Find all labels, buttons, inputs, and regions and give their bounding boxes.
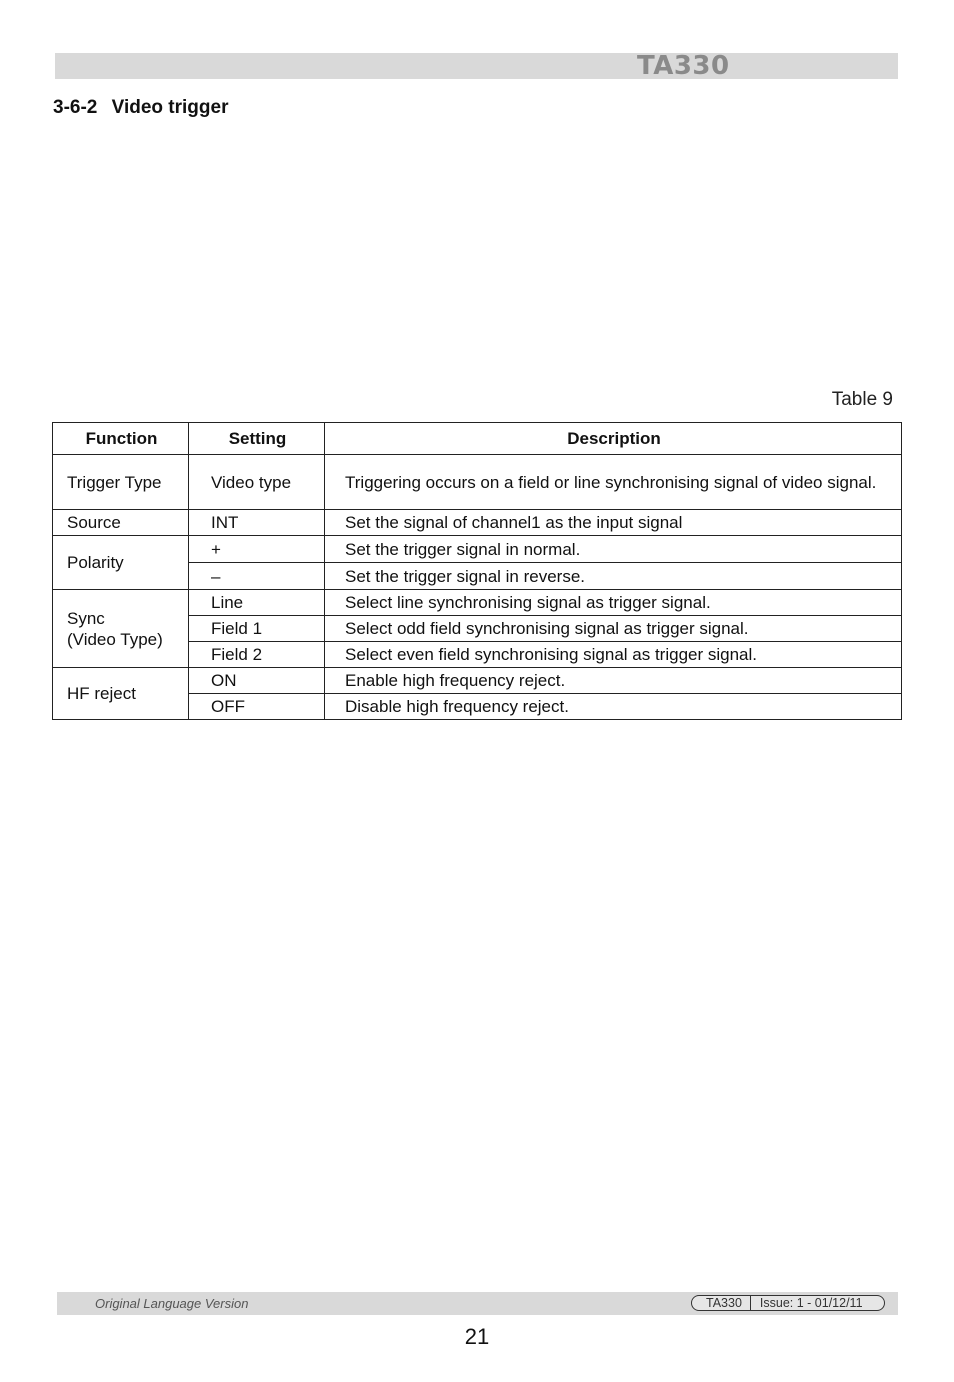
section-number: 3-6-2	[53, 97, 98, 118]
table-header-row	[53, 423, 902, 455]
setting-cell: –	[189, 563, 325, 590]
setting-cell: Video type	[189, 455, 325, 510]
table-row-source	[53, 510, 902, 536]
description-cell: Select line synchronising signal as trigger signal.	[325, 590, 902, 616]
footer-model: TA330	[706, 1296, 742, 1310]
description-cell: Select even field synchronising signal as trigger signal.	[325, 642, 902, 668]
function-cell: Polarity	[53, 536, 189, 590]
setting-cell: Line	[189, 590, 325, 616]
description-cell: Triggering occurs on a field or line synchronising signal of video signal.	[325, 455, 902, 510]
setting-cell: INT	[189, 510, 325, 536]
table-row-trigger-type	[53, 455, 902, 510]
description-cell: Set the trigger signal in normal.	[325, 536, 902, 563]
description-cell: Disable high frequency reject.	[325, 694, 902, 720]
table-row-polarity-plus	[53, 536, 902, 563]
function-cell: HF reject	[53, 668, 189, 720]
function-cell: Source	[53, 510, 189, 536]
header-model-logo: TA330	[637, 51, 730, 81]
table-caption: Table 9	[831, 389, 893, 410]
setting-cell: Field 2	[189, 642, 325, 668]
section-title: Video trigger	[111, 97, 229, 118]
table-row-sync-line	[53, 590, 902, 616]
function-cell: Trigger Type	[53, 455, 189, 510]
page-number: 21	[464, 1324, 490, 1349]
description-cell: Select odd field synchronising signal as trigger signal.	[325, 616, 902, 642]
header-bar	[55, 53, 898, 79]
function-line: (Video Type)	[67, 629, 163, 649]
video-trigger-table	[52, 422, 902, 720]
footer-issue-badge	[691, 1295, 885, 1311]
setting-cell: +	[189, 536, 325, 563]
description-cell: Enable high frequency reject.	[325, 668, 902, 694]
footer-issue: Issue: 1 - 01/12/11	[759, 1296, 863, 1310]
setting-cell: ON	[189, 668, 325, 694]
column-header-function: Function	[53, 423, 189, 455]
setting-cell: Field 1	[189, 616, 325, 642]
footer-language-note: Original Language Version	[95, 1296, 249, 1311]
function-cell-sync	[53, 590, 189, 668]
description-cell: Set the signal of channel1 as the input signal	[325, 510, 902, 536]
section-heading	[53, 96, 228, 120]
setting-cell: OFF	[189, 694, 325, 720]
description-cell: Set the trigger signal in reverse.	[325, 563, 902, 590]
function-line: Sync	[67, 608, 105, 628]
table-row-hf-on	[53, 668, 902, 694]
column-header-description: Description	[325, 423, 902, 455]
column-header-setting: Setting	[189, 423, 325, 455]
